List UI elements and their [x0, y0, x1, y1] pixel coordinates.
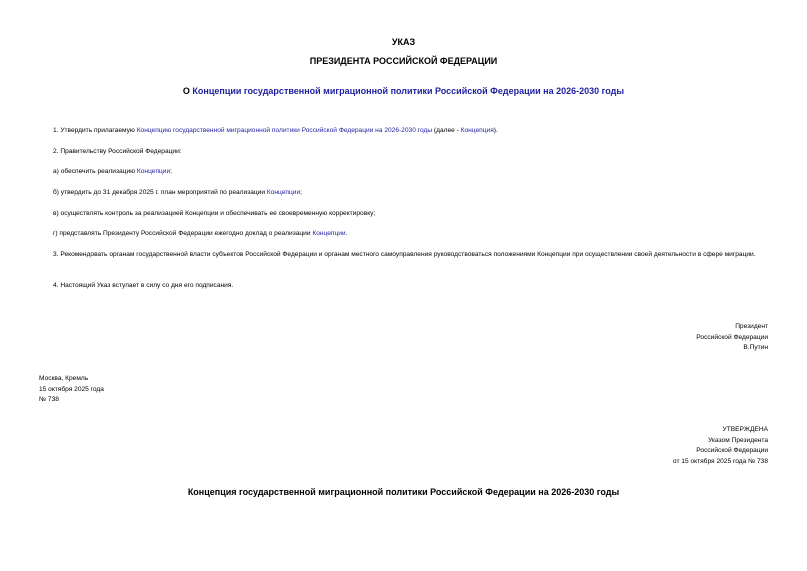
paragraph-2a [39, 167, 769, 177]
approval-date: от 15 октября 2025 года № 738 [672, 457, 768, 465]
paragraph-2a-text: а) обеспечить реализацию [53, 168, 137, 175]
approval-status: УТВЕРЖДЕНА [722, 426, 768, 433]
paragraph-3: 3. Рекомендовать органам государственной власти субъектов Российской Федерации и органам местного самоуправления руководствоваться положениями Концепции при осуществлении своей деятельности в сфере миграции. [53, 251, 756, 258]
concept-short-link[interactable]: Концепция [460, 127, 494, 134]
paragraph-2a-end: ; [170, 168, 172, 175]
paragraph-1-text-c: ). [493, 127, 498, 134]
decree-title [0, 86, 807, 96]
paragraph-2: 2. Правительству Российской Федерации: [53, 148, 182, 155]
approval-block [673, 425, 768, 467]
decree-title-prefix: О [182, 86, 193, 96]
paragraph-1-text-a: 1. Утвердить прилагаемую [53, 127, 137, 134]
decree-heading: УКАЗ [391, 37, 416, 47]
signing-date: 15 октября 2025 года [39, 385, 104, 393]
signature-country: Российской Федерации [696, 333, 768, 341]
approval-by: Указом Президента [708, 436, 768, 444]
paragraph-2b-end: ; [300, 189, 302, 196]
signature-name: В.Путин [743, 344, 768, 351]
decree-title-link[interactable]: Концепции государственной миграционной политики Российской Федерации на 2026-2030 годы [192, 86, 625, 96]
paragraph-2g [39, 229, 769, 239]
signature-block [696, 322, 768, 354]
appendix-title: Концепция государственной миграционной политики Российской Федерации на 2026-2030 годы [187, 487, 620, 497]
paragraph-2g-end: . [345, 230, 348, 237]
paragraph-4: 4. Настоящий Указ вступает в силу со дня его подписания. [53, 282, 234, 289]
paragraph-2g-text: г) представлять Президенту Российской Федерации ежегодно доклад о реализации [53, 230, 313, 237]
concept-link[interactable]: Концепцию государственной миграционной политики Российской Федерации на 2026-2030 годы [136, 127, 433, 134]
signature-title: Президент [735, 323, 768, 330]
paragraph-2b [39, 188, 769, 198]
paragraph-2b-link[interactable]: Концепции [266, 189, 301, 196]
signing-place: Москва, Кремль [39, 375, 89, 382]
decree-number: № 738 [39, 396, 59, 403]
paragraph-2a-link[interactable]: Концепции [136, 168, 171, 175]
approval-country: Российской Федерации [696, 447, 768, 454]
paragraph-1 [39, 126, 769, 136]
paragraph-2g-link[interactable]: Концепции [312, 230, 346, 237]
paragraph-2v: в) осуществлять контроль за реализацией Концепции и обеспечивать ее своевременную корректировку; [53, 210, 376, 217]
decree-issuer: ПРЕЗИДЕНТА РОССИЙСКОЙ ФЕДЕРАЦИИ [309, 56, 498, 66]
paragraph-1-text-b: (далее - [432, 127, 461, 134]
paragraph-2b-text: б) утвердить до 31 декабря 2025 г. план мероприятий по реализации [53, 189, 267, 196]
place-date-block [39, 374, 104, 406]
